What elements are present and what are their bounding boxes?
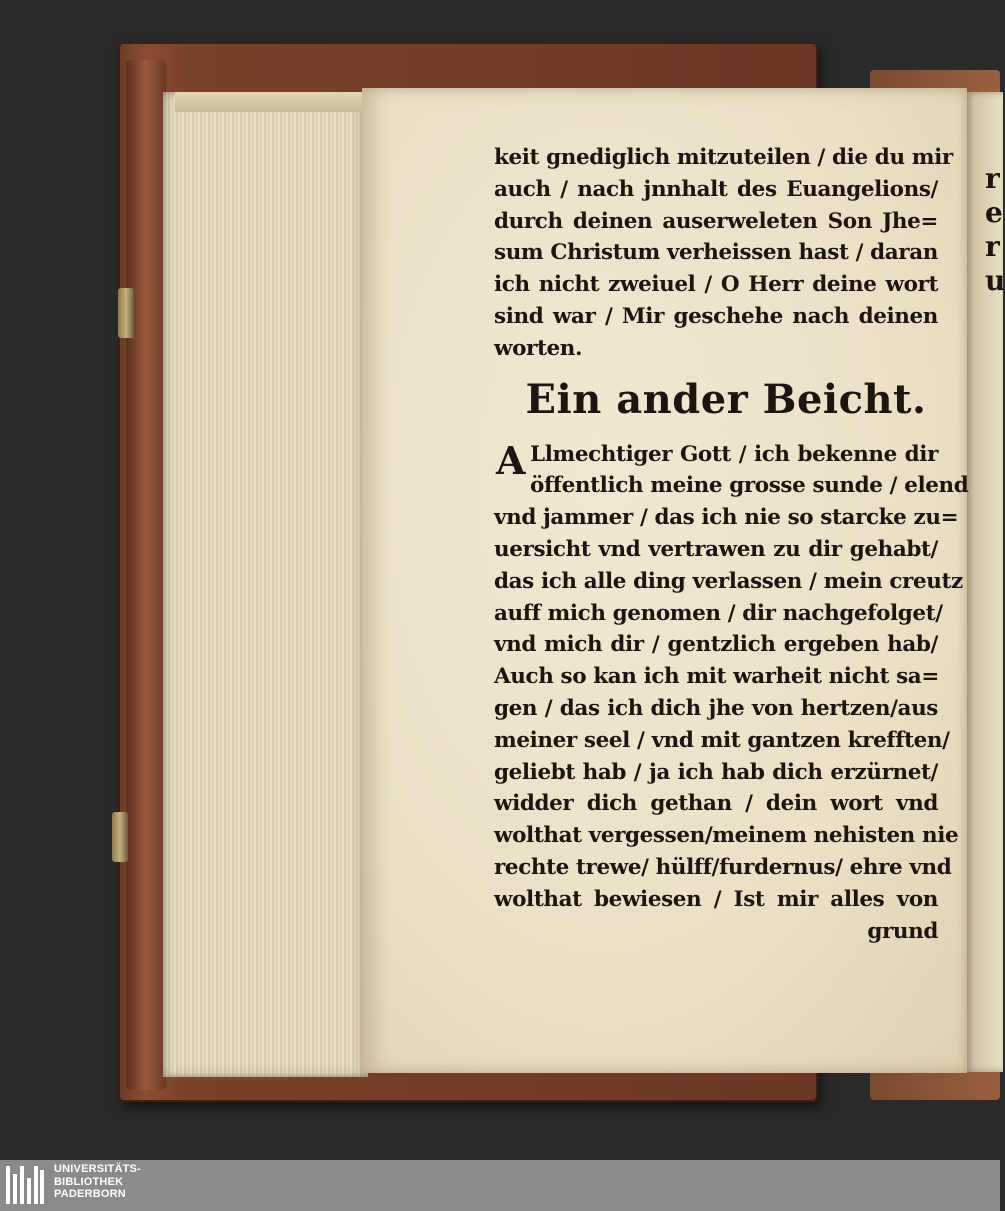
facing-glyph: r bbox=[985, 162, 1000, 195]
facing-glyph: e bbox=[985, 196, 1003, 229]
page-text-block bbox=[494, 142, 969, 947]
text-line: keit gnediglich mitzuteilen / die du mir bbox=[494, 145, 953, 170]
facing-page-glyphs bbox=[985, 162, 1005, 298]
section-heading: Ein ander Beicht. bbox=[525, 375, 927, 423]
text-line: widder dich gethan / dein wort vnd bbox=[494, 791, 938, 817]
text-line: Auch so kan ich mit warheit nicht sa= bbox=[494, 664, 939, 690]
page-stack-fore-edge bbox=[163, 92, 368, 1077]
clasp-upper bbox=[118, 288, 134, 338]
text-line: meiner seel / vnd mit gantzen krefften/ bbox=[494, 727, 950, 753]
footer-bar bbox=[0, 1160, 1000, 1211]
facing-glyph: r bbox=[985, 230, 1000, 263]
text-line: sind war / Mir geschehe nach deinen bbox=[494, 303, 938, 329]
text-line: auff mich genomen / dir nachgefolget/ bbox=[494, 600, 943, 626]
catchword: grund bbox=[867, 918, 938, 944]
text-line: sum Christum verheissen hast / daran bbox=[494, 240, 938, 266]
text-line: rechte trewe/ hülff/furdernus/ ehre vnd bbox=[494, 854, 952, 880]
text-line: wolthat vergessen/meinem nehisten nie bbox=[494, 823, 959, 849]
library-logo-text bbox=[54, 1163, 141, 1201]
text-line: das ich alle ding verlassen / mein creutz bbox=[494, 568, 963, 594]
page-stack-top bbox=[175, 92, 365, 112]
text-line: ich nicht zweiuel / O Herr deine wort bbox=[494, 272, 938, 298]
text-line: durch deinen auserweleten Son Jhe= bbox=[494, 208, 938, 234]
text-line: vnd mich dir / gentzlich ergeben hab/ bbox=[494, 632, 938, 658]
facing-glyph: u bbox=[985, 264, 1005, 297]
logo-line: PADERBORN bbox=[54, 1188, 126, 1200]
text-line: vnd jammer / das ich nie so starcke zu= bbox=[494, 505, 959, 531]
text-line: gen / das ich dich jhe von hertzen/aus bbox=[494, 695, 938, 721]
cover-spine-edge bbox=[126, 60, 166, 1090]
text-line: auch / nach jnnhalt des Euangelions/ bbox=[494, 176, 938, 202]
text-line: Llmechtiger Gott / ich bekenne dir bbox=[530, 441, 938, 467]
drop-initial: A bbox=[496, 437, 526, 483]
text-line: öffentlich meine grosse sunde / elend bbox=[530, 473, 969, 499]
text-line: wolthat bewiesen / Ist mir alles von bbox=[494, 886, 938, 912]
clasp-lower bbox=[112, 812, 128, 862]
text-line: geliebt hab / ja ich hab dich erzürnet/ bbox=[494, 759, 938, 785]
library-logo-icon bbox=[6, 1166, 44, 1204]
text-line: worten. bbox=[494, 335, 583, 361]
logo-line: BIBLIOTHEK bbox=[54, 1175, 124, 1188]
text-line: uersicht vnd vertrawen zu dir gehabt/ bbox=[494, 536, 938, 562]
logo-line: UNIVERSITÄTS- bbox=[54, 1163, 141, 1175]
paragraph-with-initial bbox=[494, 437, 969, 503]
